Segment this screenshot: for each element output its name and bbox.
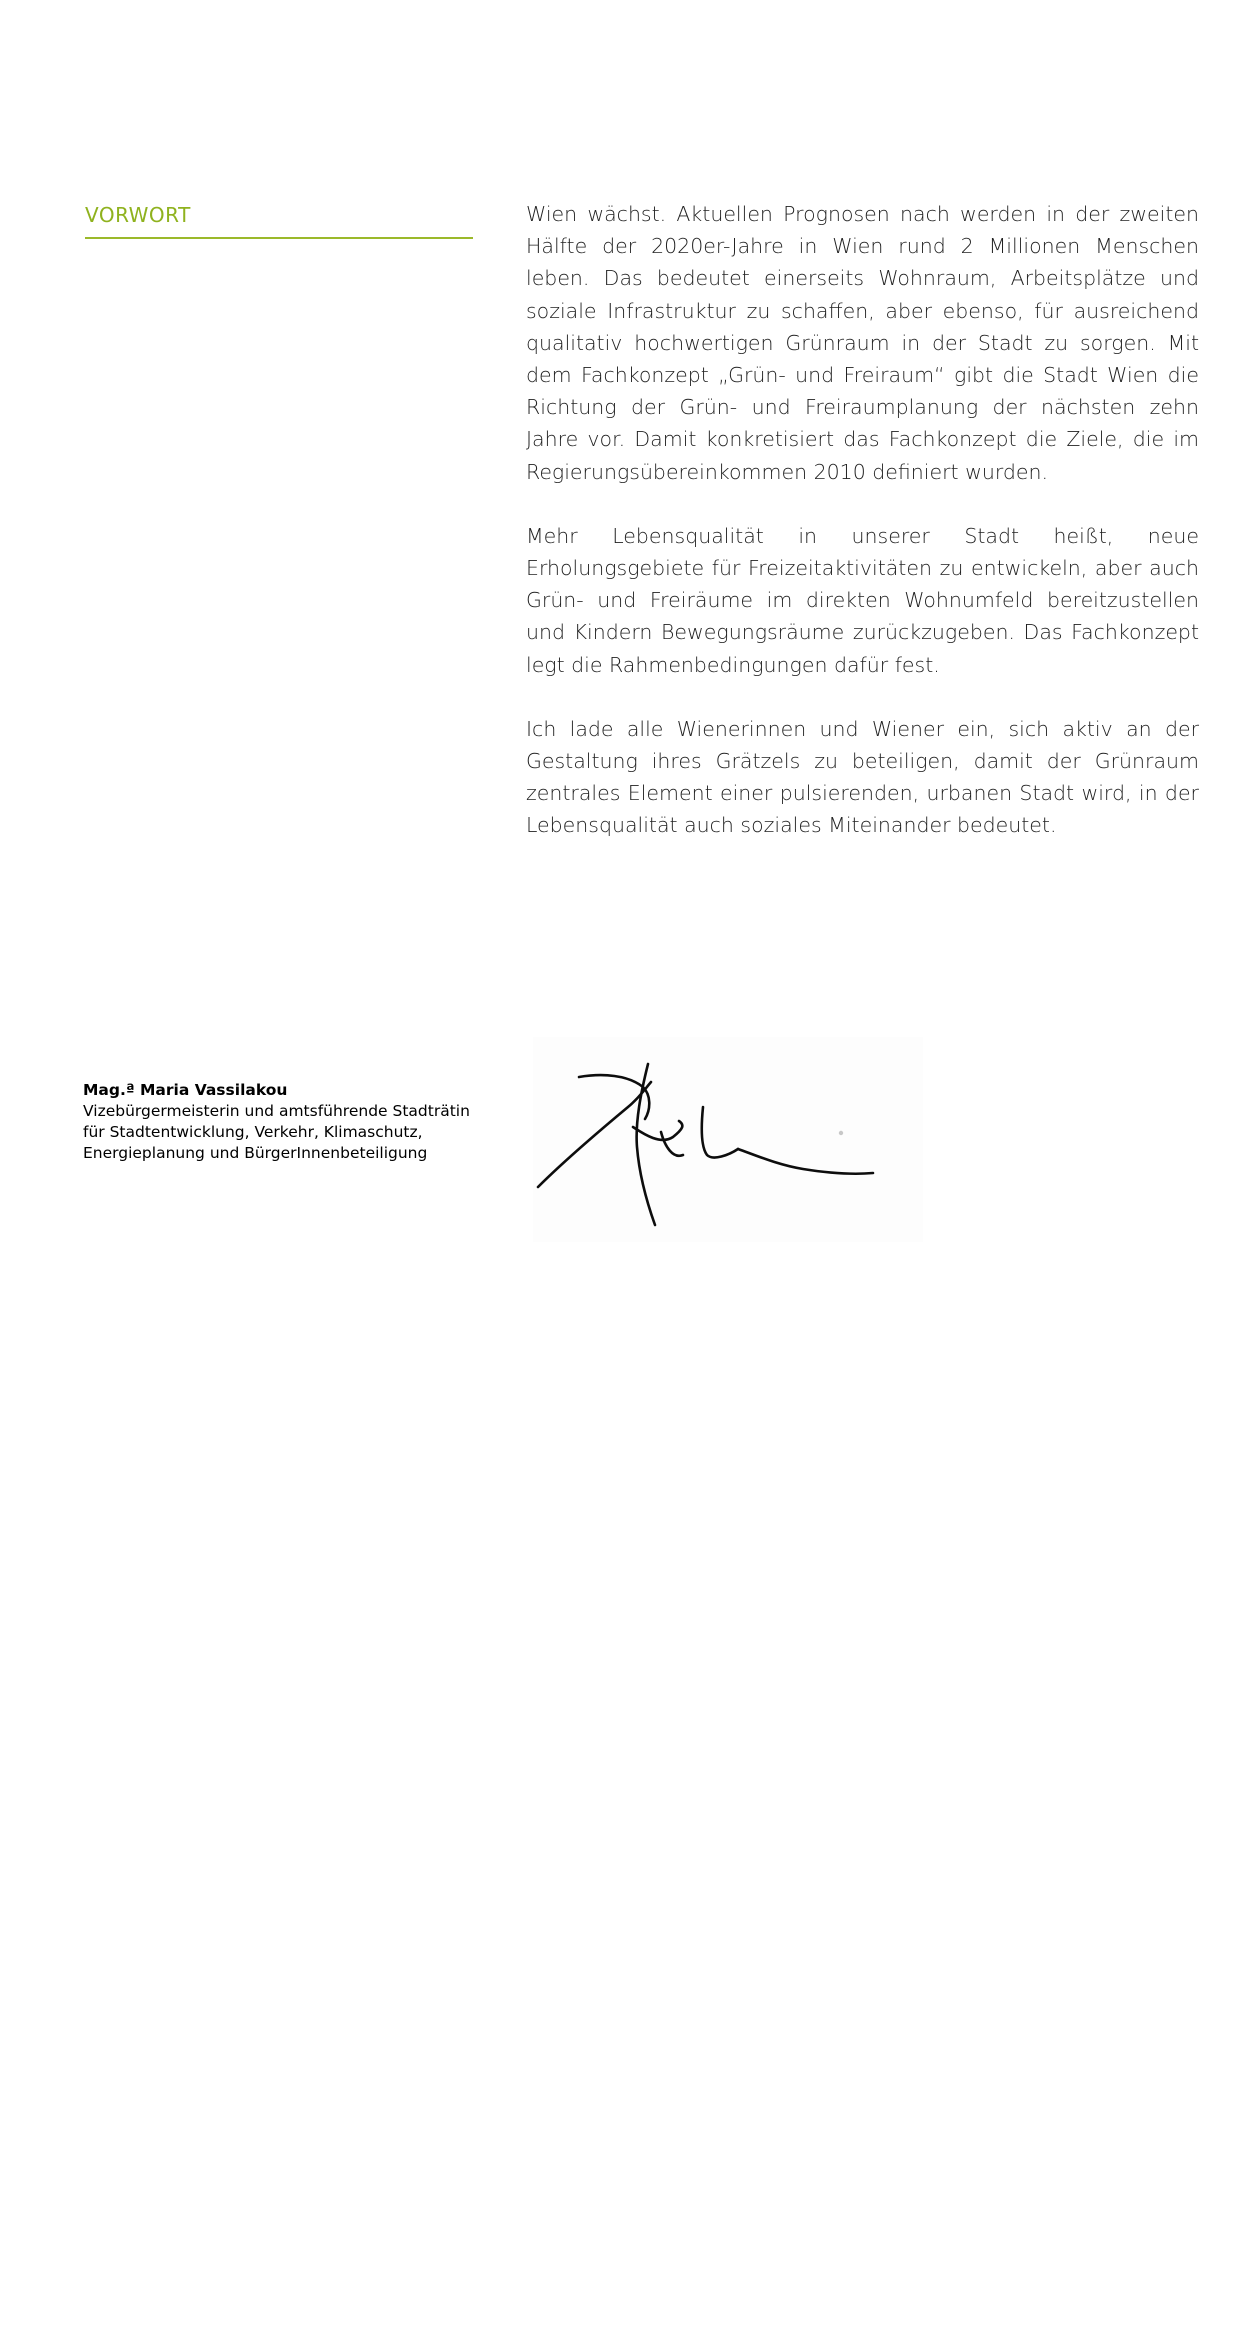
signature-image bbox=[533, 1037, 923, 1242]
signer-role-line-3: Energieplanung und BürgerInnenbeteiligung bbox=[83, 1144, 428, 1162]
paragraph-3: Ich lade alle Wienerinnen und Wiener ein, sich aktiv an der Gestaltung ihres Grätzels zu beteiligen, damit der Grünraum zentrales Element einer pulsierenden, urbanen Stadt wird, in der Lebensqualität auch soziales Miteinander bedeutet. bbox=[526, 716, 1199, 838]
section-heading: VORWORT bbox=[85, 203, 473, 239]
foreword-text bbox=[526, 198, 1199, 874]
signer-role-line-2: für Stadtentwicklung, Verkehr, Klimaschutz, bbox=[83, 1123, 423, 1141]
signer-name: Mag.ª Maria Vassilakou bbox=[83, 1081, 288, 1099]
paragraph-1: Wien wächst. Aktuellen Prognosen nach werden in der zweiten Hälfte der 2020er-Jahre in Wien rund 2 Millionen Menschen leben. Das bedeutet einerseits Wohnraum, Arbeitsplätze und soziale Infrastruktur zu schaffen, aber ebenso, für ausreichend qualitativ hochwertigen Grünraum in der Stadt zu sorgen. Mit dem Fachkonzept „Grün- und Freiraum“ gibt die Stadt Wien die Richtung der Grün- und Freiraumplanung der nächsten zehn Jahre vor. Damit konkretisiert das Fachkonzept die Ziele, die im Regierungsübereinkommen 2010 definiert wurden. bbox=[526, 202, 1199, 484]
paragraph-2: Mehr Lebensqualität in unserer Stadt heißt, neue Erholungsgebiete für Freizeitaktivitäten zu entwickeln, aber auch Grün- und Freiräume im direkten Wohnumfeld bereitzustellen und Kindern Bewegungsräume zurückzugeben. Das Fachkonzept legt die Rahmenbedingungen dafür fest. bbox=[526, 523, 1199, 677]
signer-block bbox=[83, 1080, 503, 1164]
signature-icon bbox=[533, 1037, 923, 1242]
signer-role-line-1: Vizebürgermeisterin und amtsführende Stadträtin bbox=[83, 1102, 470, 1120]
